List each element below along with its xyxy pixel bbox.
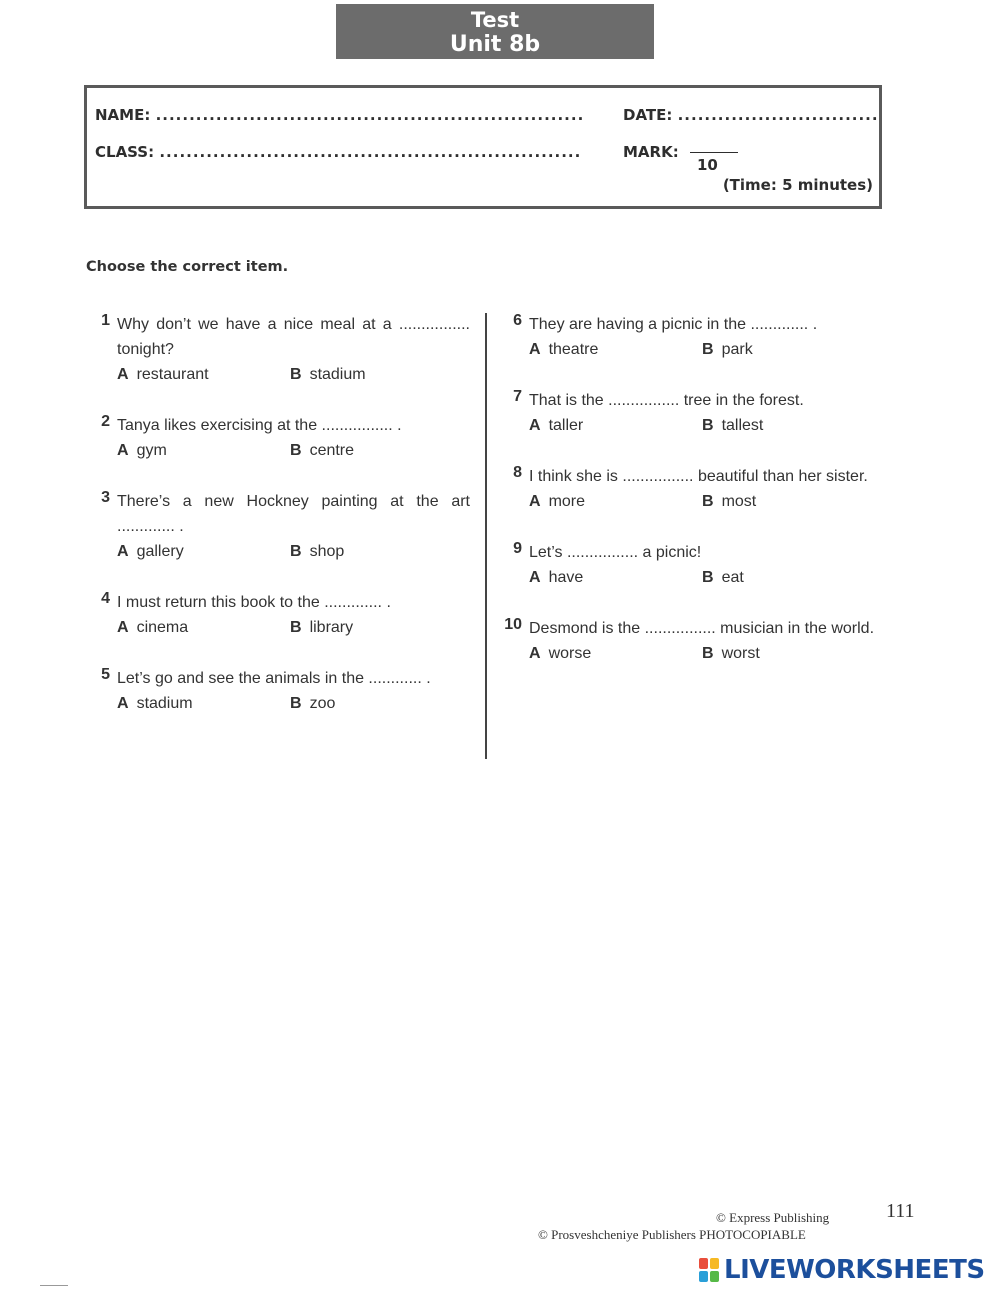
question-text: Desmond is the ................ musician in the world. — [529, 620, 875, 637]
option-a[interactable]: A restaurant — [117, 366, 209, 383]
class-field[interactable] — [95, 143, 581, 161]
page-number: 111 — [886, 1200, 915, 1222]
question-number: 9 — [513, 540, 522, 557]
option-b[interactable]: B park — [702, 341, 753, 358]
option-b[interactable]: B shop — [290, 543, 345, 560]
question-text: That is the ................ tree in the forest. — [529, 392, 804, 409]
time-limit: (Time: 5 minutes) — [722, 176, 873, 194]
column-divider — [485, 313, 487, 759]
question-2 — [92, 413, 470, 463]
question-number: 10 — [504, 616, 522, 633]
option-b[interactable]: B most — [702, 493, 757, 510]
option-a[interactable]: A cinema — [117, 619, 189, 636]
instruction: Choose the correct item. — [86, 259, 289, 275]
class-dots: ............................................................... — [159, 143, 582, 161]
option-a[interactable]: A gym — [117, 442, 167, 459]
mark-field[interactable] — [623, 143, 738, 161]
class-label: CLASS: — [95, 143, 155, 161]
mark-denominator: 10 — [697, 156, 718, 174]
date-field[interactable] — [623, 106, 879, 124]
option-a[interactable]: A theatre — [529, 341, 599, 358]
question-4 — [92, 590, 470, 640]
option-a[interactable]: A worse — [529, 645, 592, 662]
question-5 — [92, 666, 470, 716]
copyright-express: © Express Publishing — [716, 1210, 830, 1225]
question-number: 3 — [101, 489, 110, 506]
question-number: 4 — [101, 590, 110, 607]
option-b[interactable]: B centre — [290, 442, 355, 459]
question-9 — [504, 540, 890, 590]
title-line-unit: Unit 8b — [449, 32, 541, 57]
question-6 — [504, 312, 890, 362]
questions-left-column — [92, 312, 470, 716]
copyright-prosveshcheniye: © Prosveshcheniye Publishers PHOTOCOPIABLE — [538, 1227, 806, 1242]
option-b[interactable]: B tallest — [702, 417, 764, 434]
option-a[interactable]: A stadium — [117, 695, 193, 712]
date-dots: .............................. — [677, 106, 879, 124]
question-number: 6 — [513, 312, 522, 329]
name-label: NAME: — [95, 106, 151, 124]
question-number: 2 — [101, 413, 110, 430]
option-b[interactable]: B zoo — [290, 695, 336, 712]
name-field[interactable] — [95, 106, 584, 124]
question-text: Let’s go and see the animals in the ............ . — [117, 670, 431, 687]
mark-label: MARK: — [623, 143, 679, 161]
question-8 — [504, 464, 890, 514]
option-b[interactable]: B eat — [702, 569, 744, 586]
bottom-rule — [40, 1285, 68, 1286]
name-dots: ................................................................ — [155, 106, 585, 124]
questions-right-column — [504, 312, 890, 666]
question-number: 7 — [513, 388, 522, 405]
test-title-banner — [336, 4, 654, 59]
option-b[interactable]: B worst — [702, 645, 760, 662]
title-line-test: Test — [470, 8, 520, 32]
question-text: Tanya likes exercising at the ................ . — [117, 417, 402, 434]
question-number: 8 — [513, 464, 522, 481]
liveworksheets-logo — [698, 1255, 985, 1285]
question-text: I must return this book to the ............. . — [117, 594, 391, 611]
question-text: They are having a picnic in the ............. . — [529, 316, 818, 333]
question-text: I think she is ................ beautiful than her sister. — [529, 468, 868, 485]
student-info-box — [84, 85, 882, 209]
option-a[interactable]: A taller — [529, 417, 584, 434]
question-text: Why don’t we have a nice meal at a ................ tonight? — [117, 316, 470, 358]
question-number: 5 — [101, 666, 110, 683]
option-a[interactable]: A gallery — [117, 543, 184, 560]
question-text: There’s a new Hockney painting at the art ............. . — [117, 493, 470, 535]
question-number: 1 — [101, 312, 110, 329]
liveworksheets-icon — [698, 1257, 720, 1283]
question-text: Let’s ................ a picnic! — [529, 544, 702, 561]
question-10 — [504, 616, 890, 666]
liveworksheets-brand: LIVEWORKSHEETS — [724, 1255, 985, 1285]
option-b[interactable]: B library — [290, 619, 354, 636]
question-1 — [92, 312, 470, 387]
question-7 — [504, 388, 890, 438]
option-a[interactable]: A have — [529, 569, 584, 586]
mark-fraction-line — [690, 152, 738, 153]
question-3 — [92, 489, 470, 564]
date-label: DATE: — [623, 106, 673, 124]
option-a[interactable]: A more — [529, 493, 586, 510]
option-b[interactable]: B stadium — [290, 366, 366, 383]
